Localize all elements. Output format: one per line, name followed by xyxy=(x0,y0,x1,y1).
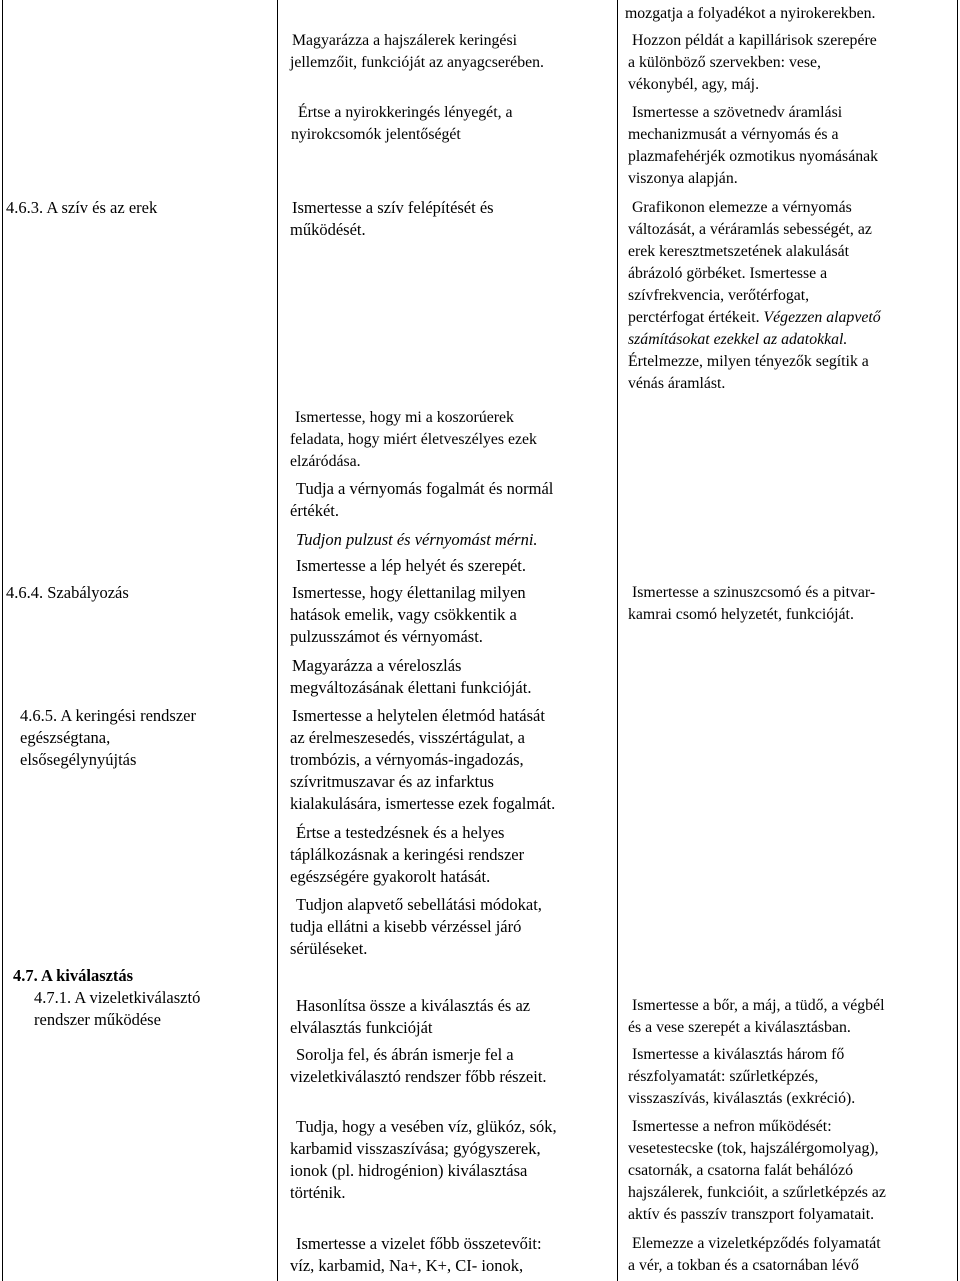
right-text: visszaszívás, kiválasztás (exkréció). xyxy=(628,1090,856,1107)
middle-text: szívritmuszavar és az infarktus xyxy=(290,772,494,791)
middle-text: egészségére gyakorolt hatását. xyxy=(290,867,491,886)
middle-text: elválasztás funkcióját xyxy=(290,1018,433,1037)
middle-text: Ismertesse a helytelen életmód hatását xyxy=(292,706,545,725)
middle-text: Ismertesse a lép helyét és szerepét. xyxy=(296,556,526,575)
right-text: vénás áramlást. xyxy=(628,375,726,392)
middle-text: víz, karbamid, Na+, K+, CI- ionok, xyxy=(290,1256,524,1275)
right-text: Elemezze a vizeletképződés folyamatát xyxy=(632,1235,881,1252)
middle-text: Magyarázza a véreloszlás xyxy=(292,656,462,675)
right-text: viszonya alapján. xyxy=(628,170,738,187)
right-text: Ismertesse a szinuszcsomó és a pitvar- xyxy=(632,584,876,601)
table-border-left xyxy=(2,0,3,1281)
right-text: erek keresztmetszetének alakulását xyxy=(628,243,850,260)
right-text: ábrázoló görbéket. Ismertesse a xyxy=(628,265,828,282)
right-text: hajszálerek, funkcióit, a szűrletképzés az xyxy=(628,1184,886,1201)
right-text: csatornák, a csatorna falát behálózó xyxy=(628,1162,853,1179)
right-text: szívfrekvencia, verőtérfogat, xyxy=(628,287,810,304)
middle-text: nyirokcsomók jelentőségét xyxy=(291,126,461,143)
middle-text: Értse a nyirokkeringés lényegét, a xyxy=(298,104,513,121)
right-text: vékonybél, agy, máj. xyxy=(628,76,760,93)
right-text: változását, a véráramlás sebességét, az xyxy=(628,221,872,238)
right-text: mozgatja a folyadékot a nyirokerekben. xyxy=(625,5,876,22)
middle-text: történik. xyxy=(290,1183,346,1202)
middle-text: Tudjon alapvető sebellátási módokat, xyxy=(296,895,542,914)
section-4-6-3: 4.6.3. A szív és az erek xyxy=(6,198,158,217)
middle-text: kialakulására, ismertesse ezek fogalmát. xyxy=(290,794,556,813)
right-text-italic: számításokat ezekkel az adatokkal. xyxy=(628,331,848,348)
middle-text: Hasonlítsa össze a kiválasztás és az xyxy=(296,996,531,1015)
middle-text: feladata, hogy miért életveszélyes ezek xyxy=(290,431,537,448)
section-4-6-5-line2: egészségtana, xyxy=(20,728,111,747)
middle-text: tudja ellátni a kisebb vérzéssel járó xyxy=(290,917,522,936)
column-divider-1 xyxy=(277,0,278,1281)
right-text: aktív és passzív transzport folyamatait. xyxy=(628,1206,875,1223)
table-border-right xyxy=(957,0,958,1281)
right-text: és a vese szerepét a kiválasztásban. xyxy=(628,1019,851,1036)
section-4-7-1-line1: 4.7.1. A vizeletkiválasztó xyxy=(34,988,201,1007)
middle-text: Ismertesse, hogy élettanilag milyen xyxy=(292,583,526,602)
right-text: Ismertesse a nefron működését: xyxy=(632,1118,832,1135)
right-text: Ismertesse a szövetnedv áramlási xyxy=(632,104,843,121)
middle-text: Tudja a vérnyomás fogalmát és normál xyxy=(296,479,554,498)
middle-text: megváltozásának élettani funkcióját. xyxy=(290,678,532,697)
column-divider-2 xyxy=(617,0,618,1281)
right-text: a különböző szervekben: vese, xyxy=(628,54,822,71)
right-text-italic: Végezzen alapvető xyxy=(763,309,881,326)
middle-text: Ismertesse a vizelet főbb összetevőit: xyxy=(296,1234,542,1253)
right-text: Ismertesse a kiválasztás három fő xyxy=(632,1046,845,1063)
middle-text: pulzusszámot és vérnyomást. xyxy=(290,627,483,646)
section-4-6-5-line3: elsősegélynyújtás xyxy=(20,750,137,769)
middle-text: az érelmeszesedés, visszértágulat, a xyxy=(290,728,526,747)
right-text-mixed xyxy=(628,307,881,330)
middle-text: Tudjon pulzust és vérnyomást mérni. xyxy=(296,530,538,549)
right-text-plain: perctérfogat értékeit. xyxy=(628,309,764,326)
middle-text: sérüléseket. xyxy=(290,939,368,958)
middle-text: Tudja, hogy a vesében víz, glükóz, sók, xyxy=(296,1117,557,1136)
middle-text: hatások emelik, vagy csökkentik a xyxy=(290,605,517,624)
right-text: részfolyamatát: szűrletképzés, xyxy=(628,1068,819,1085)
middle-text: Sorolja fel, és ábrán ismerje fel a xyxy=(296,1045,514,1064)
middle-text: trombózis, a vérnyomás-ingadozás, xyxy=(290,750,524,769)
middle-text: táplálkozásnak a keringési rendszer xyxy=(290,845,525,864)
right-text: Grafikonon elemezze a vérnyomás xyxy=(632,199,852,216)
middle-text: jellemzőit, funkcióját az anyagcserében. xyxy=(290,54,544,71)
middle-text: karbamid visszaszívása; gyógyszerek, xyxy=(290,1139,541,1158)
middle-text: működését. xyxy=(290,220,366,239)
middle-text: vizeletkiválasztó rendszer főbb részeit. xyxy=(290,1067,547,1086)
middle-text: Ismertesse, hogy mi a koszorúerek xyxy=(295,409,514,426)
right-text: plazmafehérjék ozmotikus nyomásának xyxy=(628,148,879,165)
right-text: vesetestecske (tok, hajszálérgomolyag), xyxy=(628,1140,879,1157)
middle-text: Magyarázza a hajszálerek keringési xyxy=(292,32,517,49)
right-text: a vér, a tokban és a csatornában lévő xyxy=(628,1257,859,1274)
section-4-7-1-line2: rendszer működése xyxy=(34,1010,161,1029)
right-text: Hozzon példát a kapillárisok szerepére xyxy=(632,32,877,49)
section-4-6-4: 4.6.4. Szabályozás xyxy=(6,583,129,602)
right-text: kamrai csomó helyzetét, funkcióját. xyxy=(628,606,854,623)
right-text: mechanizmusát a vérnyomás és a xyxy=(628,126,839,143)
middle-text: Értse a testedzésnek és a helyes xyxy=(296,823,505,842)
middle-text: ionok (pl. hidrogénion) kiválasztása xyxy=(290,1161,528,1180)
middle-text: Ismertesse a szív felépítését és xyxy=(292,198,494,217)
section-4-7-heading: 4.7. A kiválasztás xyxy=(13,966,134,985)
section-4-6-5-line1: 4.6.5. A keringési rendszer xyxy=(20,706,196,725)
middle-text: értékét. xyxy=(290,501,340,520)
right-text: Értelmezze, milyen tényezők segítik a xyxy=(628,353,869,370)
right-text: Ismertesse a bőr, a máj, a tüdő, a végbél xyxy=(632,997,885,1014)
middle-text: elzáródása. xyxy=(290,453,361,470)
